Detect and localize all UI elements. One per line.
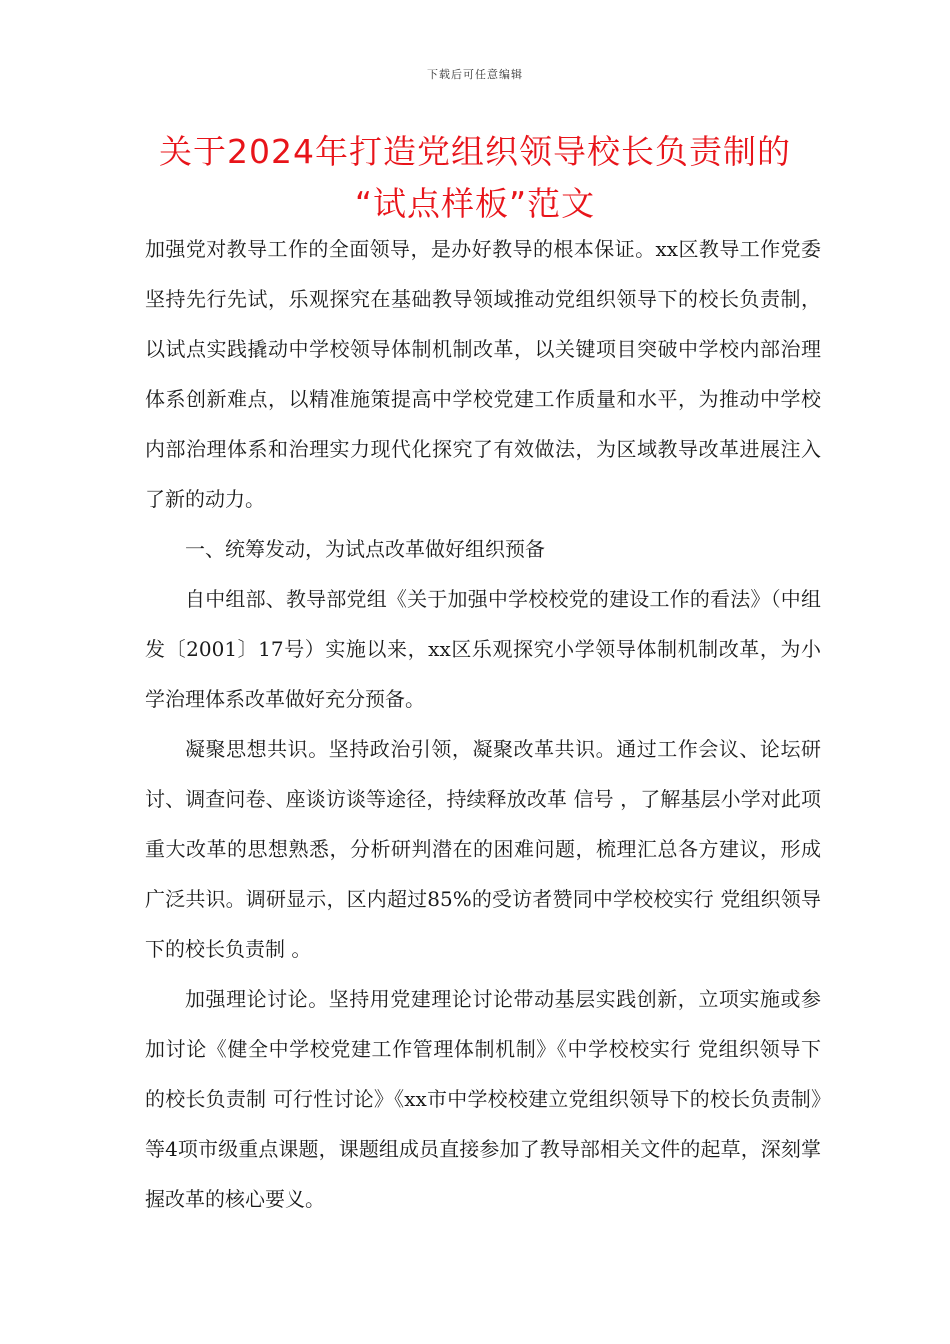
paragraph-intro: 加强党对教导工作的全面领导，是办好教导的根本保证。xx区教导工作党委坚持先行先试，乐观探究在基础教导领域推动党组织领导下的校长负责制，以试点实践撬动中学校领导体制机制改革，以关键项目突破中学校内部治理体系创新难点，以精准施策提高中学校党建工作质量和水平，为推动中学校内部治理体系和治理实力现代化探究了有效做法，为区域教导改革进展注入了新的动力。 xyxy=(145,237,821,511)
paragraph-background: 自中组部、教导部党组《关于加强中学校校党的建设工作的看法》（中组发〔2001〕17号）实施以来，xx区乐观探究小学领导体制机制改革，为小学治理体系改革做好充分预备。 xyxy=(145,587,821,711)
section-heading: 一、统筹发动，为试点改革做好组织预备 xyxy=(185,537,545,561)
title-line-1: 关于2024年打造党组织领导校长负责制的 xyxy=(159,132,791,171)
document-title xyxy=(100,126,850,230)
paragraph-consensus: 凝聚思想共识。坚持政治引领，凝聚改革共识。通过工作会议、论坛研讨、调查问卷、座谈访谈等途径，持续释放改革 信号 ，了解基层小学对此项重大改革的思想熟悉，分析研判潜在的困难问题，梳理汇总各方建议，形成广泛共识。调研显示，区内超过85%的受访者赞同中学校校实行 党组织领导下的校长负责制 。 xyxy=(145,737,821,961)
title-line-2: “试点样板”范文 xyxy=(354,184,596,223)
paragraph-research: 加强理论讨论。坚持用党建理论讨论带动基层实践创新，立项实施或参加讨论《健全中学校党建工作管理体制机制》《中学校校实行 党组织领导下的校长负责制 可行性讨论》《xx市中学校校建立党组织领导下的校长负责制》等4项市级重点课题，课题组成员直接参加了教导部相关文件的起草，深刻掌握改革的核心要义。 xyxy=(145,987,821,1211)
document-body xyxy=(145,224,821,1224)
header-note: 下载后可任意编辑 xyxy=(427,68,523,81)
